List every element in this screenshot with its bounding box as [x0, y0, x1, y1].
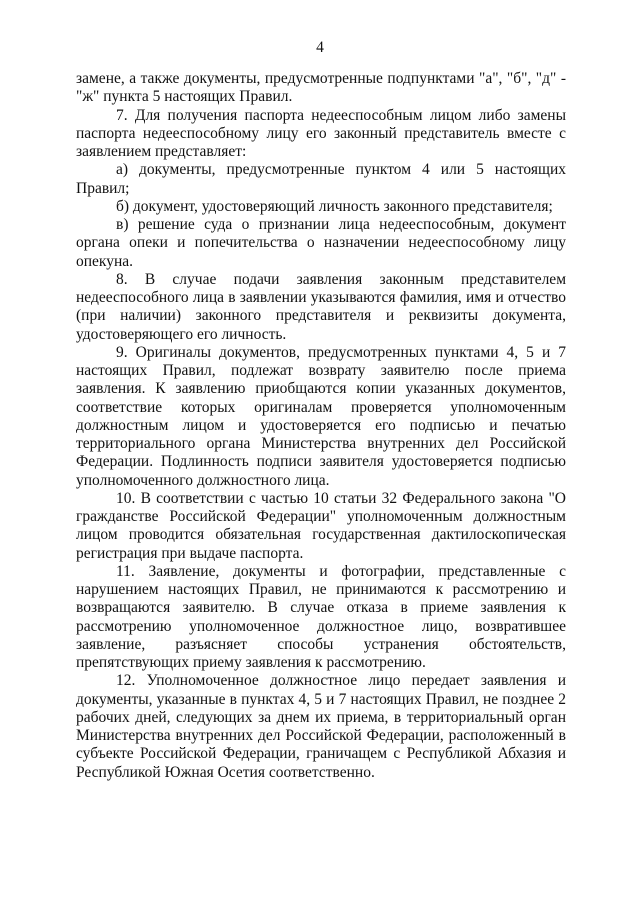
paragraph-continuation: замене, а также документы, предусмотренные подпунктами "а", "б", "д" - "ж" пункта 5 настоящих Правил. [76, 70, 566, 106]
paragraph-item-7: 7. Для получения паспорта недееспособным лицом либо замены паспорта недееспособному лицу его законный представитель вместе с заявлением представляет: [76, 106, 566, 160]
document-body [76, 70, 566, 782]
paragraph-item-9: 9. Оригиналы документов, предусмотренных пунктами 4, 5 и 7 настоящих Правил, подлежат возврату заявителю после приема заявления. К заявлению приобщаются копии указанных документов, соответствие которых оригиналам проверяется уполномоченным должностным лицом и удостоверяется его подписью и печатью территориального органа Министерства внутренних дел Российской Федерации. Подлинность подписи заявителя удостоверяется подписью уполномоченного должностного лица. [76, 343, 566, 489]
paragraph-item-12: 12. Уполномоченное должностное лицо передает заявления и документы, указанные в пунктах 4, 5 и 7 настоящих Правил, не позднее 2 рабочих дней, следующих за днем их приема, в территориальный орган Министерства внутренних дел Российской Федерации, расположенный в субъекте Российской Федерации, граничащем с Республикой Абхазия и Республикой Южная Осетия соответственно. [76, 672, 566, 781]
page-number: 4 [316, 39, 324, 56]
paragraph-subitem-v: в) решение суда о признании лица недееспособным, документ органа опеки и попечительства о назначении недееспособному лицу опекуна. [76, 216, 566, 270]
paragraph-subitem-a: а) документы, предусмотренные пунктом 4 или 5 настоящих Правил; [76, 161, 566, 197]
paragraph-item-8: 8. В случае подачи заявления законным представителем недееспособного лица в заявлении указываются фамилия, имя и отчество (при наличии) законного представителя и реквизиты документа, удостоверяющего его личность. [76, 270, 566, 343]
paragraph-item-10: 10. В соответствии с частью 10 статьи 32 Федерального закона "О гражданстве Российской Федерации" уполномоченным должностным лицом проводится обязательная государственная дактилоскопическая регистрация при выдаче паспорта. [76, 489, 566, 562]
paragraph-item-11: 11. Заявление, документы и фотографии, представленные с нарушением настоящих Правил, не принимаются к рассмотрению и возвращаются заявителю. В случае отказа в приеме заявления к рассмотрению уполномоченное должностное лицо, возвратившее заявление, разъясняет способы устранения обстоятельств, препятствующих приему заявления к рассмотрению. [76, 562, 566, 671]
paragraph-subitem-b: б) документ, удостоверяющий личность законного представителя; [116, 197, 553, 215]
